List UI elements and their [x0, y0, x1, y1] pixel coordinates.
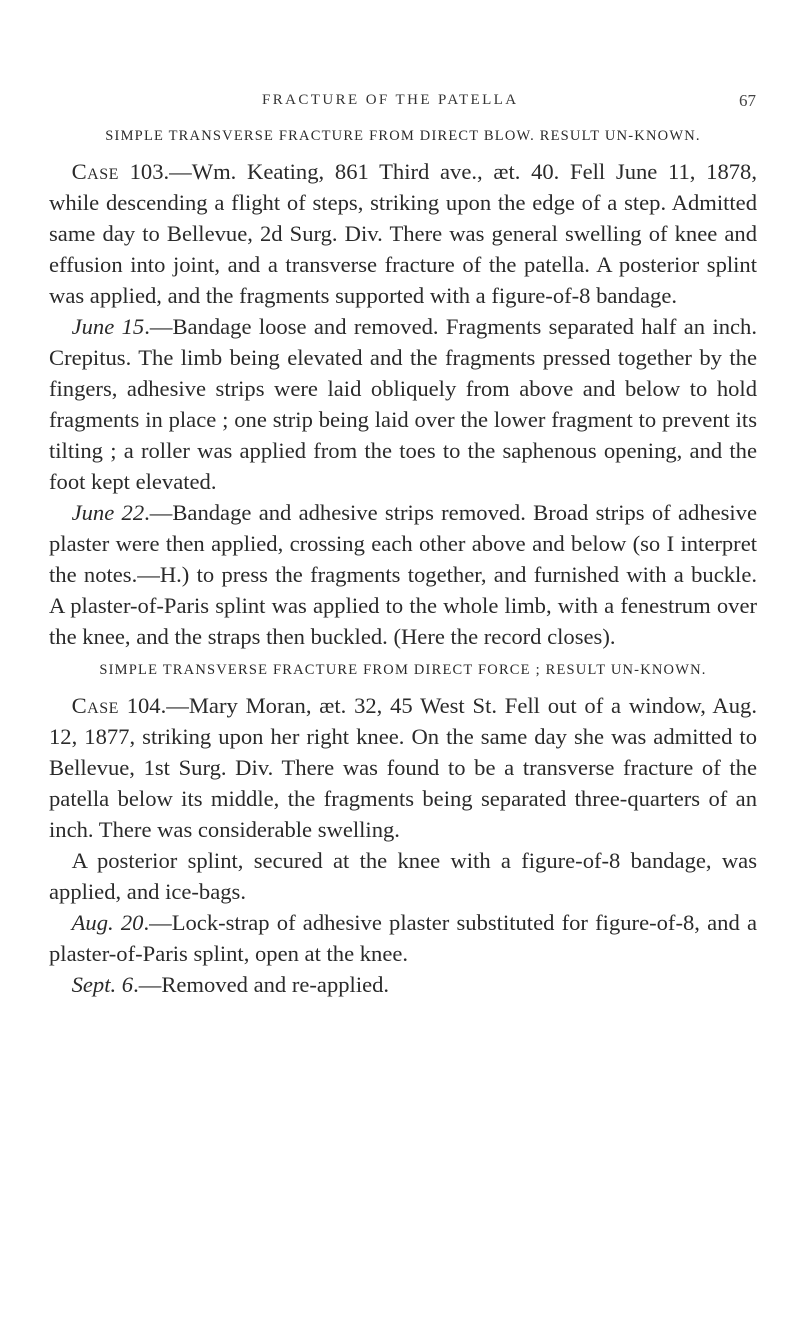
body-text: [49, 124, 757, 1000]
entry-june-22: [49, 497, 757, 652]
section-heading-case-104: SIMPLE TRANSVERSE FRACTURE FROM DIRECT FORCE ; RESULT UN-KNOWN.: [99, 662, 707, 678]
section-heading-case-103: SIMPLE TRANSVERSE FRACTURE FROM DIRECT BLOW. RESULT UN-KNOWN.: [105, 128, 701, 144]
case-label: Case: [71, 693, 119, 718]
entry-date: June 15: [71, 314, 145, 339]
case-104-paragraph: [49, 690, 757, 845]
entry-text: .—Bandage loose and removed. Fragments separated half an inch. Crepitus. The limb being elevated and the fragments pressed together by the fingers, adhesive strips were laid obliquely from above and below to hold fragments in place ; one strip being laid over the lower fragment to prevent its tilting ; a roller was applied from the toes to the saphenous opening, and the foot kept elevated.: [49, 314, 757, 494]
case-label: Case: [71, 159, 119, 184]
page-number: 67: [739, 91, 756, 110]
case-103-paragraph: [49, 156, 757, 311]
running-head: [0, 92, 801, 116]
entry-june-15: [49, 311, 757, 497]
case-number: 104: [126, 693, 161, 718]
entry-sept-6: [49, 969, 757, 1000]
paragraph-text: A posterior splint, secured at the knee with a figure-of-8 bandage, was applied, and ice-bags.: [49, 848, 757, 904]
entry-text: .—Removed and re-applied.: [133, 972, 390, 997]
case-text: .—Wm. Keating, 861 Third ave., æt. 40. Fell June 11, 1878, while descending a flight of steps, striking upon the edge of a step. Admitted same day to Bellevue, 2d Surg. Div. There was general swelling of knee and effusion into joint, and a transverse fracture of the patella. A posterior splint was applied, and the fragments supported with a figure-of-8 bandage.: [49, 159, 757, 308]
entry-aug-20: [49, 907, 757, 969]
case-text: .—Mary Moran, æt. 32, 45 West St. Fell out of a window, Aug. 12, 1877, striking upon her right knee. On the same day she was admitted to Bellevue, 1st Surg. Div. There was found to be a transverse fracture of the patella below its middle, the fragments being separated three-quarters of an inch. There was considerable swelling.: [49, 693, 757, 842]
running-title: FRACTURE OF THE PATELLA: [262, 92, 519, 108]
entry-date: Aug. 20: [71, 910, 144, 935]
case-number: 103: [129, 159, 164, 184]
entry-text: .—Bandage and adhesive strips removed. Broad strips of adhesive plaster were then applied, crossing each other above and below (so I interpret the notes.—H.) to press the fragments together, and furnished with a buckle. A plaster-of-Paris splint was applied to the whole limb, with a fenestrum over the knee, and the straps then buckled. (Here the record closes).: [49, 500, 757, 649]
entry-text: .—Lock-strap of adhesive plaster substituted for figure-of-8, and a plaster-of-Paris splint, open at the knee.: [49, 910, 757, 966]
treatment-paragraph: [49, 845, 757, 907]
entry-date: June 22: [71, 500, 145, 525]
entry-date: Sept. 6: [71, 972, 134, 997]
